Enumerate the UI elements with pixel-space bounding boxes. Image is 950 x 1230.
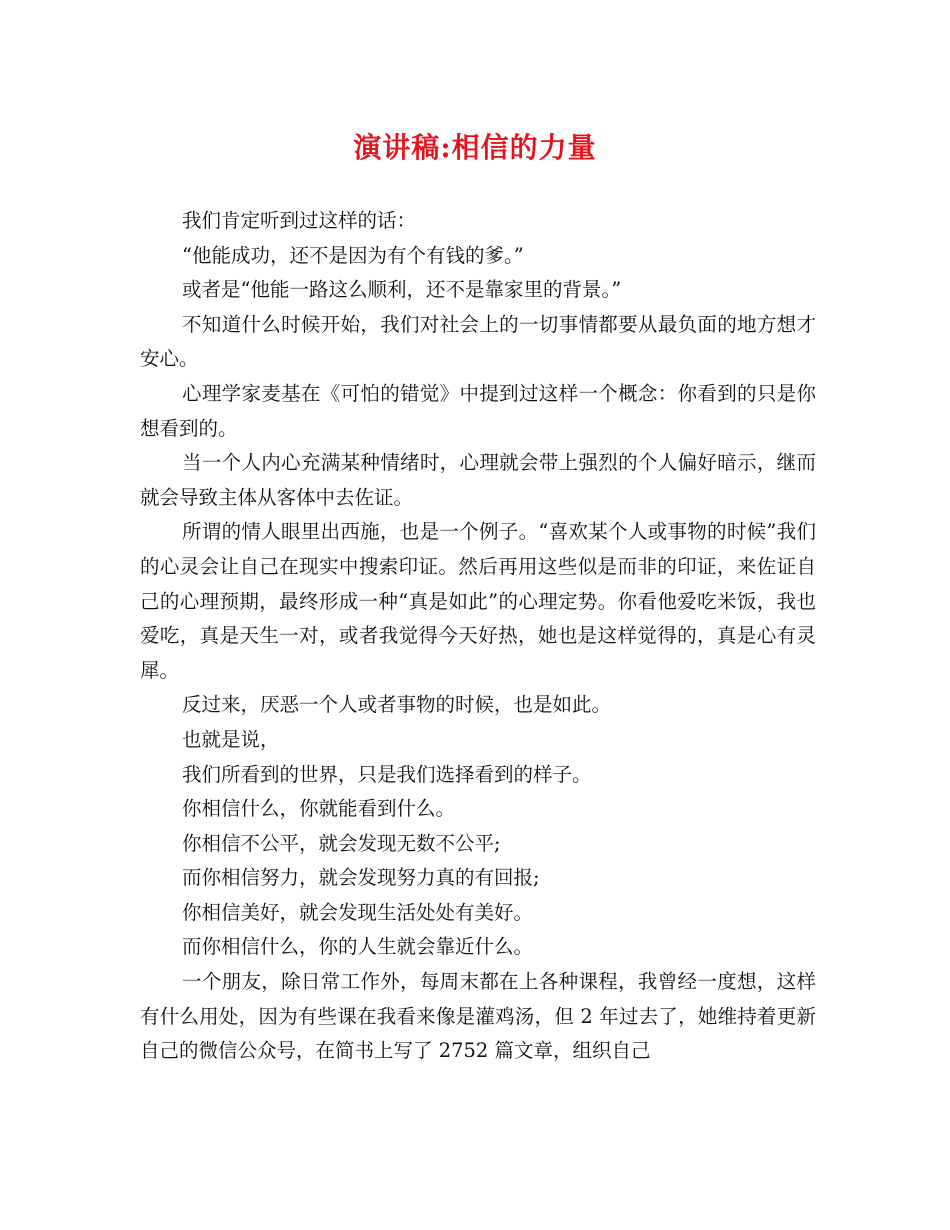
paragraph: 反过来，厌恶一个人或者事物的时候，也是如此。 [182,693,612,717]
document-body [140,204,816,1069]
paragraph: 当一个人内心充满某种情绪时，心理就会带上强烈的个人偏好暗示，继而就会导致主体从客体中去佐证。 [140,451,816,509]
paragraph: 而你相信什么，你的人生就会靠近什么。 [182,935,534,959]
paragraph: 你相信什么，你就能看到什么。 [182,797,456,821]
paragraph: 而你相信努力，就会发现努力真的有回报; [182,866,540,890]
paragraph: 你相信不公平，就会发现无数不公平; [182,831,501,855]
paragraph: 或者是“他能一路这么顺利，还不是靠家里的背景。” [182,278,622,302]
document-title: 演讲稿:相信的力量 [353,131,597,164]
paragraph: 所谓的情人眼里出西施，也是一个例子。“喜欢某个人或事物的时候”我们的心灵会让自己在现实中搜索印证。然后再用这些似是而非的印证，来佐证自己的心理预期，最终形成一种“真是如此”的心理定势。你看他爱吃米饭，我也爱吃，真是天生一对，或者我觉得今天好热，她也是这样觉得的，真是心有灵犀。 [140,520,816,682]
paragraph: 我们所看到的世界，只是我们选择看到的样子。 [182,762,592,786]
paragraph: “他能成功，还不是因为有个有钱的爹。” [182,243,524,267]
paragraph: 我们肯定听到过这样的话： [182,209,417,232]
paragraph: 不知道什么时候开始，我们对社会上的一切事情都要从最负面的地方想才安心。 [140,312,816,371]
paragraph: 心理学家麦基在《可怕的错觉》中提到过这样一个概念：你看到的只是你想看到的。 [140,381,816,440]
paragraph: 你相信美好，就会发现生活处处有美好。 [182,900,534,924]
paragraph: 也就是说， [182,727,280,751]
paragraph: 一个朋友，除日常工作外，每周末都在上各种课程，我曾经一度想，这样有什么用处，因为有些课在我看来像是灌鸡汤，但 2 年过去了，她维持着更新自己的微信公众号，在简书上写了 2752 篇文章，组织自己 [140,970,816,1063]
